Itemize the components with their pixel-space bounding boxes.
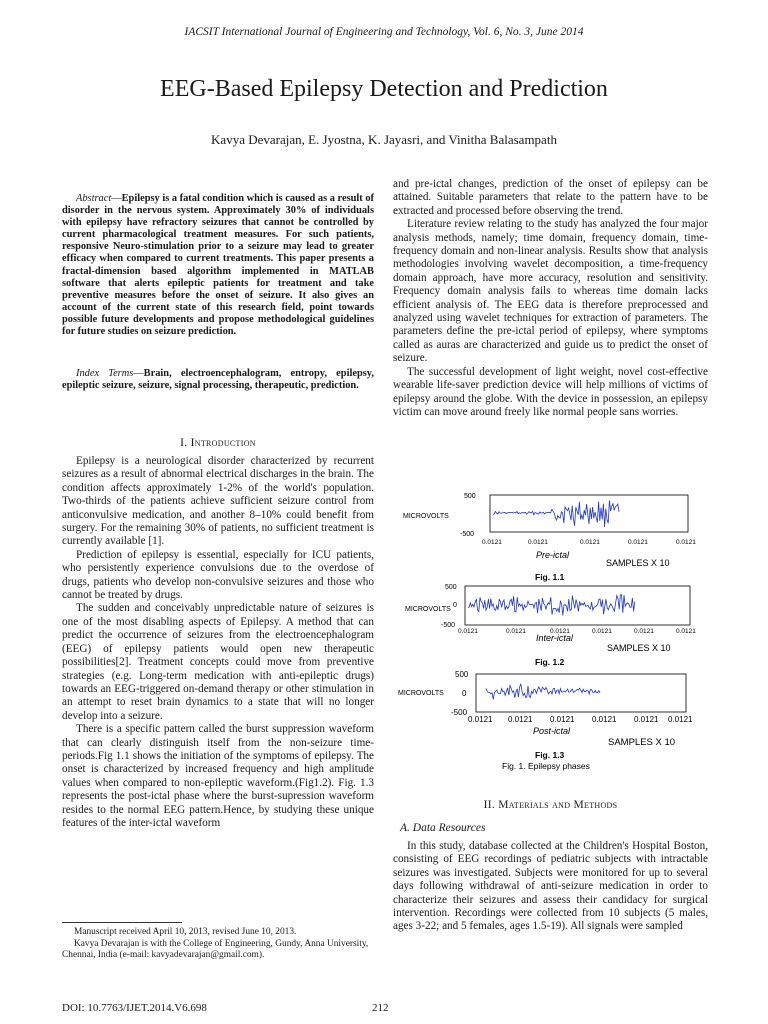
phase-label: Post-ictal — [533, 726, 571, 736]
samples-label: SAMPLES X 10 — [608, 737, 676, 748]
paragraph: In this study, database collected at the Children's Hospital Boston, consisting of EEG recordings of pediatric subjects with intractable seizures was investigated. Subjects were monitored for up to several days following withdrawal of anti-seizure medication in order to characterize their seizures and assess their candidacy for surgical intervention. Recordings were collected from 10 subjects (5 males, ages 3-22; and 5 females, ages 1.5-19). All signals were sampled — [393, 840, 708, 933]
y-tick-min: -500 — [451, 708, 468, 717]
x-tick: 0.0121 — [508, 715, 533, 724]
footnote-received: Manuscript received April 10, 2013, revised June 10, 2013. — [74, 927, 297, 937]
plot-frame — [476, 674, 686, 712]
x-tick: 0.0121 — [668, 715, 693, 724]
abstract-label: Abstract — [76, 193, 112, 204]
section-heading-materials — [393, 799, 708, 811]
samples-label: SAMPLES X 10 — [606, 558, 670, 568]
abstract-dash: — — [111, 193, 122, 204]
x-tick: 0.0121 — [676, 539, 696, 546]
footnote-affiliation: Kavya Devarajan is with the College of Engineering, Gundy, Anna University, Chennai, India (e-mail: kavyadevarajan@gmail.com). — [62, 938, 369, 961]
y-tick-min: -500 — [460, 531, 475, 538]
x-tick: 0.0121 — [550, 715, 575, 724]
section-title: Materials and Methods — [498, 799, 618, 811]
eeg-waveform — [468, 595, 635, 616]
abstract-text: Epilepsy is a fatal condition which is caused as a result of disorder in the nervous system. Approximately 30% of individuals with epilepsy have refractory seizures that cannot be controlled by current pharmacological treatment measures. For such patients, responsive Neuro-stimulation prior to a seizure may lead to greater efficacy when compared to current treatments. This paper presents a fractal-dimension based algorithm implemented in MATLAB software that alerts epileptic patients for treatment and take preventive measures before the onset of seizure. It also gives an account of the current state of this research field, point towards possible future developments and propose methodological guidelines for future studies on seizure prediction. — [62, 193, 374, 338]
x-tick: 0.0121 — [634, 628, 654, 635]
subsection-title: Data Resources — [412, 822, 486, 834]
index-terms-label: Index Terms — [76, 368, 134, 379]
x-tick: 0.0121 — [550, 628, 570, 635]
section-number: I. — [180, 437, 188, 449]
introduction-body — [62, 455, 374, 830]
x-tick: 0.0121 — [468, 715, 493, 724]
figure-label: Fig. 1.3 — [535, 750, 565, 760]
paper-authors: Kavya Devarajan, E. Jyostna, K. Jayasri, and Vinitha Balasampath — [211, 132, 557, 147]
paragraph: Epilepsy is a neurological disorder characterized by recurrent seizures as a result of abnormal electrical discharges in the brain. The condition affects approximately 1-2% of the world's population. Two-thirds of the patients achieve sufficient seizure control from anticonvulsive medication, and another 8–10% could benefit from surgery. For the remaining 30% of patients, no sufficient treatment is currently available [1]. — [62, 455, 374, 548]
x-tick: 0.0121 — [458, 628, 478, 635]
eeg-panel-inter-ictal — [400, 579, 700, 671]
y-axis-label: MICROVOLTS — [403, 513, 449, 520]
y-axis-label: MICROVOLTS — [405, 606, 451, 613]
y-tick-min: -500 — [441, 622, 456, 629]
phase-label: Pre-ictal — [536, 550, 570, 560]
figure-label: Fig. 1.1 — [535, 572, 565, 582]
paper-title: EEG-Based Epilepsy Detection and Prediction — [160, 76, 608, 102]
page-number: 212 — [372, 1002, 389, 1014]
y-axis-label: MICROVOLTS — [398, 690, 444, 697]
index-terms-text: Brain, electroencephalogram, entropy, epilepsy, epileptic seizure, seizure, signal processing, therapeutic, prediction. — [62, 368, 374, 392]
paragraph: There is a specific pattern called the burst suppression waveform that can clearly distinguish itself from the non-seizure time-periods.Fig 1.1 shows the initiation of the symptoms of epilepsy. The onset is characterized by increased frequency and high amplitude values when compared to non-epileptic waveform.(Fig1.2). Fig. 1.3 represents the post-ictal phase where the burst-supression waveform resides to the normal EEG pattern.Hence, by studying these unique features of the inter-ictal waveform — [62, 723, 374, 829]
samples-label: SAMPLES X 10 — [607, 643, 671, 653]
x-tick: 0.0121 — [634, 715, 659, 724]
paragraph: The sudden and conceivably unpredictable nature of seizures is one of the most disabling aspects of Epilepsy. A method that can predict the occurrence of seizures from the electroencephalogram (EEG) of epilepsy patients would open new therapeutic possibilities[2]. Treatment concepts could move from preventive strategies (e.g. Long-term medication with anti-epileptic drugs) towards an EEG-triggered on-demand therapy or other stimulation in an attempt to reset brain dynamics to a state that will no longer develop into a seizure. — [62, 602, 374, 722]
right-column-body — [393, 178, 708, 419]
x-tick: 0.0121 — [528, 539, 548, 546]
figure-caption: Fig. 1. Epilepsy phases — [502, 761, 590, 771]
section-number: II. — [483, 799, 496, 811]
x-tick: 0.0121 — [592, 628, 612, 635]
y-tick-zero: 0 — [453, 602, 457, 609]
section-title: Introduction — [190, 437, 256, 449]
phase-label: Inter-ictal — [536, 633, 573, 643]
x-tick: 0.0121 — [580, 539, 600, 546]
subsection-letter: A. — [400, 822, 410, 834]
paragraph: The successful development of light weight, novel cost-effective wearable life-saver prediction device will help millions of victims of epilepsy around the globe. With the device in possession, an epilepsy victim can move around freely like normal people sans worries. — [393, 365, 708, 418]
x-tick: 0.0121 — [628, 539, 648, 546]
plot-frame — [490, 495, 688, 532]
paragraph: Prediction of epilepsy is essential, especially for ICU patients, who persistently experience convulsions due to the overdose of drugs, patients who develop non-convulsive seizures and those who cannot be treated by drugs. — [62, 548, 374, 602]
x-tick: 0.0121 — [482, 539, 502, 546]
abstract — [62, 193, 374, 338]
journal-header: IACSIT International Journal of Engineering and Technology, Vol. 6, No. 3, June 2014 — [184, 26, 584, 38]
eeg-waveform — [486, 684, 600, 700]
eeg-waveform — [493, 500, 619, 526]
eeg-panel-post-ictal — [396, 666, 698, 772]
x-tick: 0.0121 — [506, 628, 526, 635]
y-tick-zero: 0 — [462, 689, 467, 698]
section-heading-introduction — [62, 437, 374, 449]
paragraph: Literature review relating to the study has analyzed the four major analysis methods, namely; time domain, frequency domain, time-frequency domain and non-linear analysis. Results show that analysis methodologies involving wavelet decomposition, a time-frequency domain approach, have more accuracy, resolution and sensitivity. Frequency domain analysis fails to whereas time domain lacks efficient analysis of. The EEG data is therefore preprocessed and analyzed using wavelet techniques for extraction of parameters. The parameters define the pre-ictal period of epilepsy, where symptoms called as auras are characterized and guide us to predict the onset of seizure. — [393, 218, 708, 365]
paragraph: and pre-ictal changes, prediction of the onset of epilepsy can be attained. Suitable parameters that relate to the pattern have to be extracted and processed before observing the trend. — [393, 178, 708, 217]
doi: DOI: 10.7763/IJET.2014.V6.698 — [62, 1002, 207, 1014]
index-terms — [62, 368, 374, 392]
eeg-panel-pre-ictal — [400, 488, 700, 588]
footnote — [62, 927, 374, 962]
index-terms-dash: — — [133, 368, 144, 379]
materials-body — [393, 840, 708, 934]
y-tick-max: 500 — [464, 493, 476, 500]
y-tick-max: 500 — [455, 670, 469, 679]
subsection-heading — [400, 822, 486, 834]
x-tick: 0.0121 — [592, 715, 617, 724]
footnote-rule — [62, 922, 182, 923]
y-tick-max: 500 — [445, 584, 457, 591]
figure-label: Fig. 1.2 — [535, 657, 565, 667]
x-tick: 0.0121 — [676, 628, 696, 635]
